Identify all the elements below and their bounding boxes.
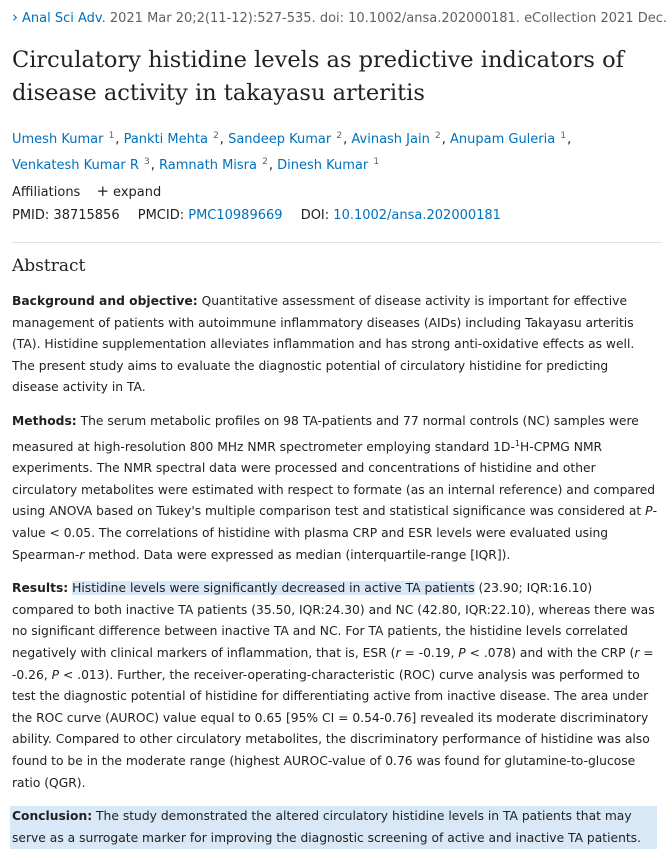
italic-r: r xyxy=(79,547,85,562)
background-text: Quantitative assessment of disease activity is important for effective management of patients with autoimmune inflammatory diseases (AIDs) including Takayasu arteritis (TA). Histidine supplementation alleviates inflammation and has strong anti-oxidative effects as well. The present study aims to evaluate the diagnostic potential of circulatory histidine for predicting disease activity in TA. xyxy=(12,294,635,395)
italic-r: r xyxy=(634,646,640,660)
author-link[interactable]: Pankti Mehta xyxy=(123,132,208,147)
italic-r: r xyxy=(395,646,401,660)
abstract-heading: Abstract xyxy=(12,256,86,276)
author-link[interactable]: Ramnath Misra xyxy=(159,158,257,173)
affiliation-ref[interactable]: 1 xyxy=(560,131,567,141)
methods-text: H-CPMG NMR experiments. The NMR spectral data were processed and concentrations of histidine and other circulatory metabolites were estimated with respect to formate (as an internal reference) and compared using ANOVA based on Tukey's multiple comparison test and statistical significance was considered at xyxy=(12,439,656,519)
journal-link[interactable]: Anal Sci Adv. xyxy=(22,11,106,26)
italic-p: P xyxy=(51,667,60,682)
italic-p: P xyxy=(458,646,466,660)
conclusion-section xyxy=(10,806,657,849)
article-title: Circulatory histidine levels as predictive indicators of disease activity in takayasu arteritis xyxy=(12,47,624,106)
methods-text: method. Data were expressed as median (interquartile-range [IQR]). xyxy=(84,547,511,562)
superscript: 1 xyxy=(514,438,521,448)
author-link[interactable]: Venkatesh Kumar R xyxy=(12,158,139,173)
affiliation-ref[interactable]: 2 xyxy=(434,131,441,141)
author-list: Umesh Kumar $^1$, Pankti Mehta $^2$, Sandeep Kumar $^2$, Avinash Jain $^2$, Anupam Guleria $^1$, Venkatesh Kumar R $^3$, Ramnath Misra $^2$, Dinesh Kumar $^1$ xyxy=(12,131,572,173)
highlighted-text: Histidine levels were significantly decreased in active TA patients xyxy=(72,581,475,596)
expand-label: expand xyxy=(113,185,162,200)
pmcid-link[interactable]: PMC10989669 xyxy=(188,208,283,223)
affiliation-ref[interactable]: 2 xyxy=(262,157,268,167)
author-link[interactable]: Anupam Guleria xyxy=(449,132,556,147)
citation-line xyxy=(12,8,668,28)
italic-p: P xyxy=(645,504,653,519)
results-text: = -0.26, xyxy=(12,646,654,682)
results-section xyxy=(12,578,657,794)
methods-text: The serum metabolic profiles on 98 TA-patients and 77 normal controls (NC) samples were measured at high-resolution 800 MHz NMR spectrometer employing standard 1D- xyxy=(12,413,639,454)
abstract-body xyxy=(12,291,657,861)
citation-details: 2021 Mar 20;2(11-12):527-535. doi: 10.1002/ansa.202000181. eCollection 2021 Dec. xyxy=(105,11,668,26)
results-text: = -0.19, xyxy=(400,646,459,660)
results-text: (23.90; IQR:16.10) compared to both inactive TA patients (35.50, IQR:24.30) and NC (42.80, IQR:22.10), whereas there was no significant difference between inactive TA and NC. For TA patients, the histidine levels correlated negatively with clinical markers of inflammation, that is, ESR ( xyxy=(12,581,655,660)
chevron-right-icon[interactable]: › xyxy=(12,8,18,26)
background-label: Background and objective: xyxy=(12,294,198,308)
results-text: < .013). Further, the receiver-operating-characteristic (ROC) curve analysis was performed to test the diagnostic potential of histidine for differentiating active from inactive disease. The area under the ROC curve (AUROC) value equal to 0.65 [95% CI = 0.54-0.76] revealed its moderate discriminatory ability. Compared to other circulatory metabolites, the discriminatory performance of histidine was also found to be in the moderate range (highest AUROC-value of 0.76 was found for glutamine-to-glucose ratio (QGR). xyxy=(12,667,650,790)
methods-label: Methods: xyxy=(12,413,77,428)
pmid-label: PMID: xyxy=(12,208,50,223)
pmcid-label: PMCID: xyxy=(137,208,185,223)
affiliation-ref[interactable]: 1 xyxy=(373,157,380,167)
affiliation-ref[interactable]: 3 xyxy=(144,157,150,167)
background-section xyxy=(12,291,657,399)
methods-section xyxy=(12,411,657,566)
methods-text: -value < 0.05. The correlations of histidine with plasma CRP and ESR levels were evaluated using Spearman- xyxy=(12,504,658,562)
affiliations-label: Affiliations xyxy=(12,185,81,200)
doi-label: DOI: xyxy=(300,208,330,223)
results-text: < .078) and with the CRP ( xyxy=(465,646,635,660)
affiliations-toggle[interactable] xyxy=(12,182,161,202)
affiliation-ref[interactable]: 2 xyxy=(213,131,219,141)
author-link[interactable]: Sandeep Kumar xyxy=(228,132,332,147)
conclusion-text: The study demonstrated the altered circulatory histidine levels in TA patients that may serve as a surrogate marker for improving the diagnostic screening of active and inactive TA patients. xyxy=(12,809,641,845)
results-label: Results: xyxy=(12,581,69,596)
identifier-row xyxy=(12,207,501,225)
affiliation-ref[interactable]: 2 xyxy=(336,131,343,141)
conclusion-label: Conclusion: xyxy=(12,809,93,824)
author-link[interactable]: Umesh Kumar xyxy=(12,132,104,147)
author-link[interactable]: Dinesh Kumar xyxy=(277,158,369,173)
expand-button[interactable] xyxy=(96,182,162,200)
plus-icon: + xyxy=(96,182,110,200)
pmid-value: 38715856 xyxy=(53,208,120,223)
doi-link[interactable]: 10.1002/ansa.202000181 xyxy=(333,208,501,223)
affiliation-ref[interactable]: 1 xyxy=(108,131,115,141)
section-divider xyxy=(12,242,662,243)
author-link[interactable]: Avinash Jain xyxy=(351,132,430,147)
